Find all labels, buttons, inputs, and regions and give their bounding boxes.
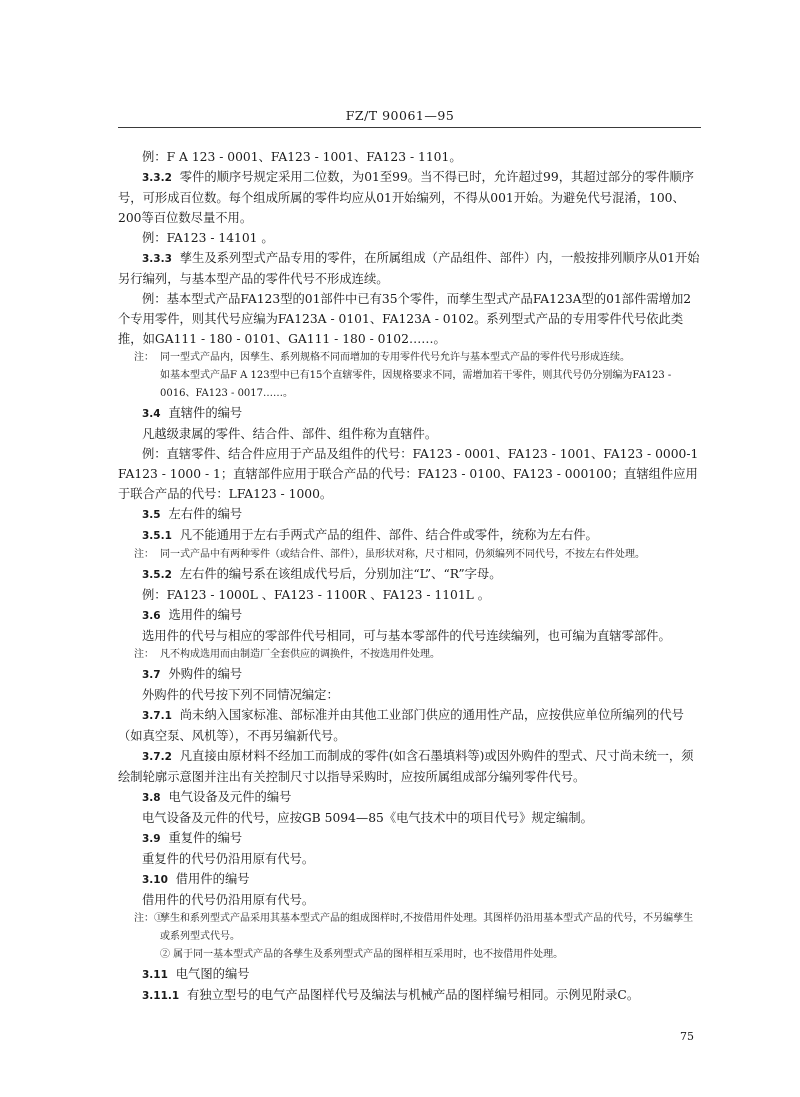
note <box>118 546 701 564</box>
page-number: 75 <box>680 1030 694 1043</box>
note <box>118 646 701 664</box>
clause-text: 电气设备及元件的编号 <box>168 790 292 804</box>
note <box>118 349 701 367</box>
document-body <box>118 147 701 1006</box>
numbered-clause <box>118 705 701 746</box>
clause-text: 选用件的编号 <box>168 608 243 622</box>
paragraph: 例：直辖零件、结合件应用于产品及组件的代号：FA123 - 0001、FA123 - 1001、FA123 - 0000-1 FA123 - 1000 - 1；直辖部件应用于联合产品的代号：FA123 - 0100、FA123 - 000100；直辖组件应用于联合产品的代号：LFA123 - 1000。 <box>118 447 699 501</box>
clause-text: 零件的顺序号规定采用二位数，为01至99。当不得已时，允许超过99，其超过部分的零件顺序号，可形成百位数。每个组成所属的零件均应从01开始编列，不得从001开始。为避免代号混淆，100、200等百位数尽量不用。 <box>118 170 694 225</box>
clause-text: 凡直接由原材料不经加工而制成的零件(如含石墨填料等)或因外购件的型式、尺寸尚未统一，须绘制轮廓示意图并注出有关控制尺寸以指导采购时，应按所属组成部分编列零件代号。 <box>118 749 694 784</box>
paragraph: 外购件的代号按下列不同情况编定： <box>142 688 339 702</box>
note-label: 注： <box>134 352 154 363</box>
paragraph: 借用件的代号仍沿用原有代号。 <box>142 893 315 907</box>
clause-number: 3.5 <box>142 509 161 521</box>
note <box>118 910 701 946</box>
paragraph: 例：F A 123 - 0001、FA123 - 1001、FA123 - 1101。 <box>142 150 462 164</box>
clause-number: 3.8 <box>142 792 161 804</box>
numbered-clause <box>118 403 701 424</box>
numbered-clause <box>118 964 701 985</box>
note-text: 同一型式产品内，因孳生、系列规格不同而增加的专用零件代号允许与基本型式产品的零件代号形成连续。 <box>160 352 630 363</box>
clause-text: 借用件的编号 <box>175 872 250 886</box>
numbered-clause <box>118 664 701 685</box>
clause-text: 重复件的编号 <box>168 831 243 845</box>
paragraph: 例：FA123 - 1000L 、FA123 - 1100R 、FA123 - 1101L 。 <box>142 588 491 602</box>
numbered-clause <box>118 828 701 849</box>
clause-number: 3.11.1 <box>142 990 180 1002</box>
clause-number: 3.5.1 <box>142 530 172 542</box>
numbered-clause <box>118 869 701 890</box>
numbered-clause <box>118 248 701 289</box>
paragraph: 凡越级隶属的零件、结合件、部件、组件称为直辖件。 <box>142 427 438 441</box>
clause-number: 3.9 <box>142 833 161 845</box>
clause-text: 电气图的编号 <box>175 967 250 981</box>
clause-text: 外购件的编号 <box>168 667 243 681</box>
clause-text: 直辖件的编号 <box>168 406 243 420</box>
standard-code-header: FZ/T 90061—95 <box>345 108 455 123</box>
clause-number: 3.5.2 <box>142 569 172 581</box>
clause-number: 3.3.2 <box>142 172 172 184</box>
clause-number: 3.7 <box>142 669 161 681</box>
note-text: 凡不构成选用而由制造厂全套供应的调换件，不按选用件处理。 <box>160 649 440 660</box>
clause-number: 3.4 <box>142 408 161 420</box>
note-label: 注： <box>134 649 154 660</box>
numbered-clause <box>118 504 701 525</box>
clause-text: 尚未纳入国家标准、部标准并由其他工业部门供应的通用性产品，应按供应单位所编列的代号（如真空泵、风机等），不再另编新代号。 <box>118 708 684 743</box>
numbered-clause <box>118 564 701 585</box>
paragraph: 例：FA123 - 14101 。 <box>142 231 274 245</box>
clause-text: 孳生及系列型式产品专用的零件，在所属组成（产品组件、部件）内，一般按排列顺序从01开始另行编列，与基本型产品的零件代号不形成连续。 <box>118 251 700 286</box>
numbered-clause <box>118 985 701 1006</box>
clause-text: 有独立型号的电气产品图样代号及编法与机械产品的图样编号相同。示例见附录C。 <box>187 988 640 1002</box>
paragraph: 例：基本型式产品FA123型的01部件中已有35个零件，而孳生型式产品FA123A型的01部件需增加2个专用零件，则其代号应编为FA123A - 0101、FA123A - 0102。系列型式产品的专用零件代号依此类推，如GA111 - 180 - 0101、GA111 - 180 - 0102……。 <box>118 292 692 346</box>
numbered-clause <box>118 525 701 546</box>
clause-number: 3.7.1 <box>142 710 172 722</box>
clause-text: 左右件的编号 <box>168 507 243 521</box>
clause-number: 3.3.3 <box>142 253 172 265</box>
note-continuation: ② 属于同一基本型式产品的各孳生及系列型式产品的图样相互采用时，也不按借用件处理。 <box>160 949 564 960</box>
clause-number: 3.11 <box>142 969 168 981</box>
note-text: 同一式产品中有两种零件（或结合件、部件），虽形状对称，尺寸相同，仍须编列不同代号，不按左右件处理。 <box>160 549 645 560</box>
clause-number: 3.7.2 <box>142 751 172 763</box>
note-label: 注： <box>134 549 154 560</box>
numbered-clause <box>118 787 701 808</box>
paragraph: 选用件的代号与相应的零部件代号相同，可与基本零部件的代号连续编列，也可编为直辖零部件。 <box>142 629 671 643</box>
note-continuation: 如基本型式产品F A 123型中已有15个直辖零件，因规格要求不同，需增加若干零件，则其代号仍分别编为FA123 - 0016、FA123 - 0017……。 <box>160 370 672 399</box>
clause-text: 左右件的编号系在该组成代号后，分别加注“L”、“R”字母。 <box>179 567 502 581</box>
clause-number: 3.6 <box>142 610 161 622</box>
numbered-clause <box>118 746 701 787</box>
paragraph: 电气设备及元件的代号，应按GB 5094—85《电气技术中的项目代号》规定编制。 <box>142 811 593 825</box>
paragraph: 重复件的代号仍沿用原有代号。 <box>142 852 315 866</box>
numbered-clause <box>118 167 701 228</box>
note-label: 注：① <box>134 913 164 924</box>
numbered-clause <box>118 605 701 626</box>
note-text: 孳生和系列型式产品采用其基本型式产品的组成图样时,不按借用件处理。其图样仍沿用基本型式产品的代号，不另编孳生或系列型式代号。 <box>160 913 694 942</box>
clause-text: 凡不能通用于左右手两式产品的组件、部件、结合件或零件，统称为左右件。 <box>179 528 598 542</box>
clause-number: 3.10 <box>142 874 168 886</box>
header-divider <box>118 127 701 128</box>
